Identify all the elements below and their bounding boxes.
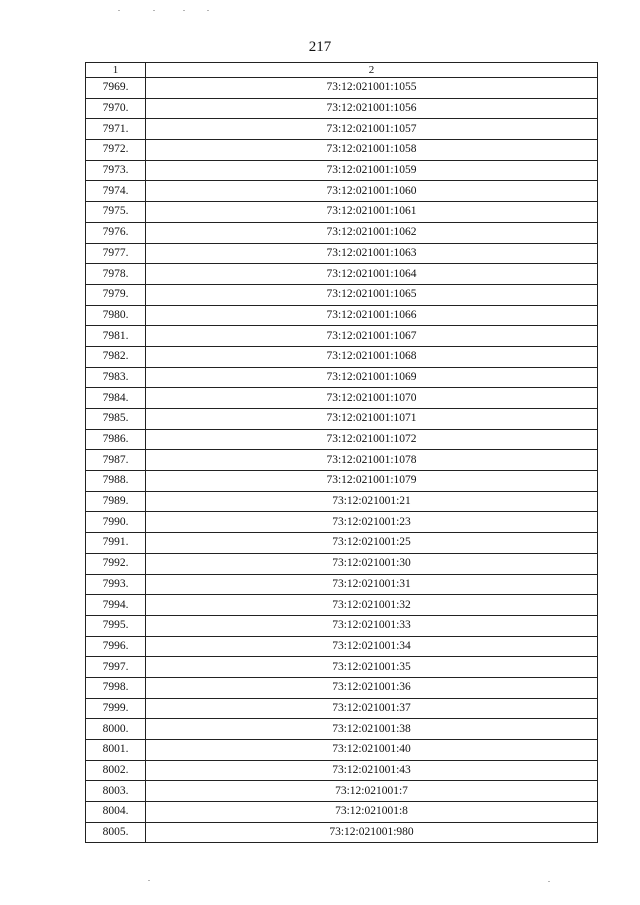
cadastral-number-cell: 73:12:021001:37 [146, 698, 598, 719]
row-number-cell: 7974. [86, 181, 146, 202]
table-row [86, 284, 598, 305]
row-number-cell: 8000. [86, 719, 146, 740]
table-row [86, 222, 598, 243]
row-number-cell: 7975. [86, 202, 146, 223]
table-row [86, 202, 598, 223]
cadastral-number-cell: 73:12:021001:33 [146, 615, 598, 636]
column-header-cadastral: 2 [146, 63, 598, 78]
scan-speck [548, 881, 550, 882]
table-row [86, 760, 598, 781]
cadastral-number-cell: 73:12:021001:30 [146, 553, 598, 574]
cadastral-number-cell: 73:12:021001:1061 [146, 202, 598, 223]
cadastral-number-cell: 73:12:021001:1066 [146, 305, 598, 326]
table-row [86, 636, 598, 657]
cadastral-number-cell: 73:12:021001:35 [146, 657, 598, 678]
cadastral-number-cell: 73:12:021001:1071 [146, 409, 598, 430]
row-number-cell: 7984. [86, 388, 146, 409]
row-number-cell: 7993. [86, 574, 146, 595]
table-row [86, 450, 598, 471]
cadastral-number-cell: 73:12:021001:1069 [146, 367, 598, 388]
row-number-cell: 7998. [86, 677, 146, 698]
row-number-cell: 7976. [86, 222, 146, 243]
table-row [86, 140, 598, 161]
table-body [86, 78, 598, 843]
table-row [86, 160, 598, 181]
cadastral-number-cell: 73:12:021001:1058 [146, 140, 598, 161]
row-number-cell: 7987. [86, 450, 146, 471]
cadastral-number-cell: 73:12:021001:1062 [146, 222, 598, 243]
row-number-cell: 7996. [86, 636, 146, 657]
cadastral-number-cell: 73:12:021001:8 [146, 802, 598, 823]
table-row [86, 512, 598, 533]
table-row [86, 367, 598, 388]
row-number-cell: 7977. [86, 243, 146, 264]
row-number-cell: 7973. [86, 160, 146, 181]
table-row [86, 181, 598, 202]
table-row [86, 409, 598, 430]
cadastral-number-cell: 73:12:021001:38 [146, 719, 598, 740]
row-number-cell: 8002. [86, 760, 146, 781]
row-number-cell: 7983. [86, 367, 146, 388]
table-row [86, 615, 598, 636]
row-number-cell: 7989. [86, 491, 146, 512]
row-number-cell: 7992. [86, 553, 146, 574]
scan-speck [118, 10, 120, 11]
table-row [86, 719, 598, 740]
cadastral-number-cell: 73:12:021001:40 [146, 740, 598, 761]
row-number-cell: 8004. [86, 802, 146, 823]
table-row [86, 326, 598, 347]
cadastral-number-cell: 73:12:021001:25 [146, 533, 598, 554]
table-header-row [86, 63, 598, 78]
cadastral-number-cell: 73:12:021001:1056 [146, 98, 598, 119]
cadastral-number-cell: 73:12:021001:1068 [146, 346, 598, 367]
table-row [86, 264, 598, 285]
row-number-cell: 7971. [86, 119, 146, 140]
row-number-cell: 7985. [86, 409, 146, 430]
cadastral-number-cell: 73:12:021001:980 [146, 822, 598, 843]
row-number-cell: 7969. [86, 78, 146, 99]
table-row [86, 243, 598, 264]
table-row [86, 802, 598, 823]
scan-speck [153, 10, 155, 11]
row-number-cell: 7979. [86, 284, 146, 305]
row-number-cell: 7995. [86, 615, 146, 636]
table-row [86, 429, 598, 450]
table-row [86, 119, 598, 140]
cadastral-number-cell: 73:12:021001:1079 [146, 471, 598, 492]
table-row [86, 78, 598, 99]
row-number-cell: 7988. [86, 471, 146, 492]
cadastral-number-cell: 73:12:021001:1078 [146, 450, 598, 471]
row-number-cell: 8003. [86, 781, 146, 802]
cadastral-number-cell: 73:12:021001:1057 [146, 119, 598, 140]
cadastral-number-cell: 73:12:021001:32 [146, 595, 598, 616]
cadastral-number-cell: 73:12:021001:23 [146, 512, 598, 533]
column-header-number: 1 [86, 63, 146, 78]
table-row [86, 574, 598, 595]
table-row [86, 98, 598, 119]
row-number-cell: 7982. [86, 346, 146, 367]
row-number-cell: 7972. [86, 140, 146, 161]
cadastral-number-cell: 73:12:021001:36 [146, 677, 598, 698]
cadastral-number-cell: 73:12:021001:1060 [146, 181, 598, 202]
row-number-cell: 8001. [86, 740, 146, 761]
row-number-cell: 7981. [86, 326, 146, 347]
row-number-cell: 7980. [86, 305, 146, 326]
row-number-cell: 7986. [86, 429, 146, 450]
table-row [86, 657, 598, 678]
row-number-cell: 7978. [86, 264, 146, 285]
row-number-cell: 7999. [86, 698, 146, 719]
row-number-cell: 7994. [86, 595, 146, 616]
cadastral-number-cell: 73:12:021001:1055 [146, 78, 598, 99]
table-row [86, 471, 598, 492]
cadastral-number-cell: 73:12:021001:7 [146, 781, 598, 802]
cadastral-number-cell: 73:12:021001:21 [146, 491, 598, 512]
table-row [86, 553, 598, 574]
cadastral-number-cell: 73:12:021001:31 [146, 574, 598, 595]
scan-speck [183, 10, 185, 11]
table-row [86, 595, 598, 616]
row-number-cell: 7997. [86, 657, 146, 678]
cadastral-number-cell: 73:12:021001:1065 [146, 284, 598, 305]
row-number-cell: 8005. [86, 822, 146, 843]
page-number: 217 [308, 39, 332, 55]
table-row [86, 388, 598, 409]
table-row [86, 781, 598, 802]
cadastral-number-cell: 73:12:021001:1059 [146, 160, 598, 181]
table-row [86, 822, 598, 843]
table-row [86, 346, 598, 367]
table-row [86, 305, 598, 326]
table-row [86, 677, 598, 698]
cadastral-number-cell: 73:12:021001:34 [146, 636, 598, 657]
cadastral-number-cell: 73:12:021001:1067 [146, 326, 598, 347]
cadastral-number-cell: 73:12:021001:43 [146, 760, 598, 781]
cadastral-number-cell: 73:12:021001:1072 [146, 429, 598, 450]
cadastral-table [85, 62, 598, 843]
cadastral-number-cell: 73:12:021001:1070 [146, 388, 598, 409]
row-number-cell: 7990. [86, 512, 146, 533]
cadastral-number-cell: 73:12:021001:1063 [146, 243, 598, 264]
cadastral-number-cell: 73:12:021001:1064 [146, 264, 598, 285]
row-number-cell: 7991. [86, 533, 146, 554]
scan-speck [207, 10, 209, 11]
table-row [86, 698, 598, 719]
scan-speck [148, 880, 150, 881]
table-row [86, 491, 598, 512]
table-row [86, 533, 598, 554]
row-number-cell: 7970. [86, 98, 146, 119]
table-row [86, 740, 598, 761]
